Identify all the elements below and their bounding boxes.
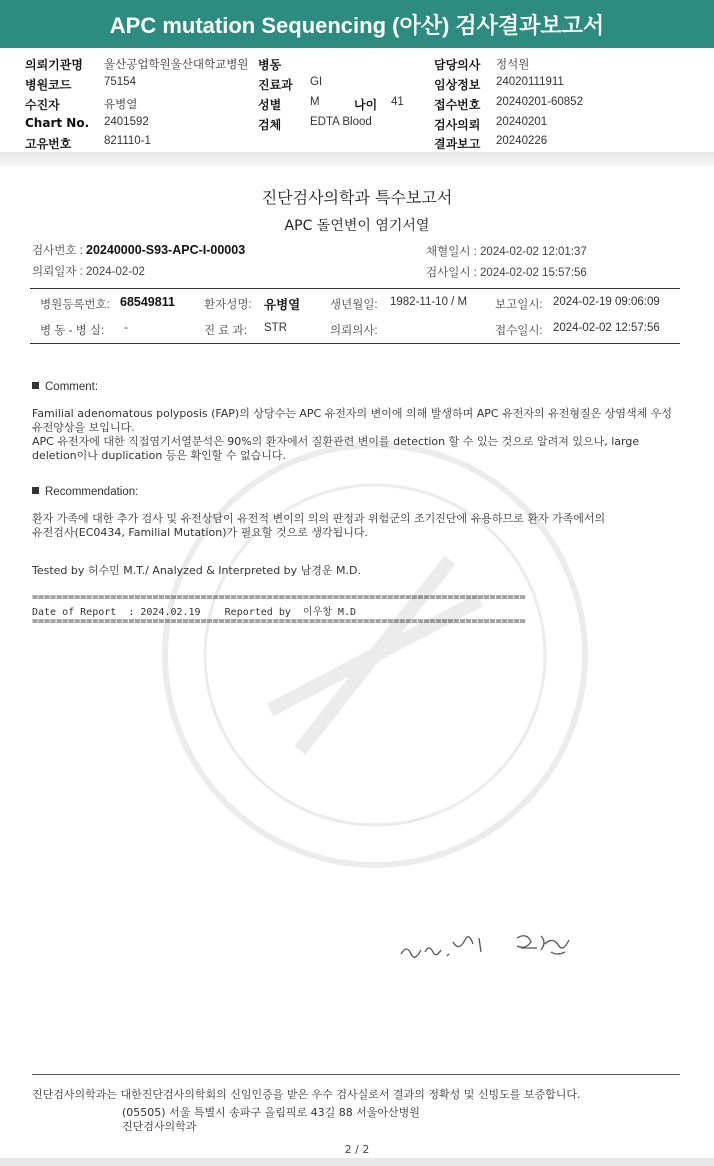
dob-value: 1982-11-10 / M	[390, 296, 468, 308]
comment-line: 유전양상을 보입니다.	[32, 421, 135, 434]
test-time-value: 2024-02-02 15:57:56	[480, 267, 587, 279]
report-heading: 진단검사의학과 특수보고서	[261, 188, 453, 207]
chart-value: 2401592	[104, 116, 149, 128]
hospital-address: (05505) 서울 특별시 송파구 올림픽로 43길 88 서울아산병원	[122, 1106, 420, 1119]
request-value: 20240201	[496, 116, 548, 128]
collect-time	[426, 243, 587, 259]
unique-value: 821110-1	[104, 135, 151, 147]
test-time	[426, 264, 587, 280]
hospital-watermark-icon	[150, 430, 600, 880]
request-date-value: 2024-02-02	[86, 266, 145, 278]
header-divider	[0, 152, 714, 166]
institution-value: 울산공업학원울산대학교병원	[104, 59, 249, 71]
comment-line: APC 유전자에 대한 직접염기서열분석은 90%의 환자에서 질환관련 변이를 detection 할 수 있는 것으로 알려져 있으나, large	[32, 435, 640, 448]
dept-value: GI	[310, 76, 323, 88]
bullet-square-icon	[32, 487, 39, 494]
specimen-value: EDTA Blood	[310, 116, 372, 128]
report-time-label: 보고일시:	[495, 299, 543, 311]
dob-label: 생년월일:	[330, 299, 378, 311]
report-title: APC mutation Sequencing (아산) 검사결과보고서	[109, 12, 605, 38]
ward-room-value: -	[124, 322, 128, 334]
comment-heading-text: Comment:	[45, 381, 99, 393]
ward-room-label: 병 동 - 병 실:	[40, 325, 105, 337]
request-date	[32, 263, 145, 279]
institution-label: 의뢰기관명	[25, 58, 83, 72]
recommendation-body	[32, 512, 672, 540]
date-of-report: Date of Report : 2024.02.19 Reported by 이우창 M.D	[32, 607, 356, 618]
request-date-label: 의뢰일자 :	[32, 266, 83, 278]
patient-dept-value: STR	[264, 322, 287, 334]
sex-label: 성별	[258, 98, 282, 112]
bottom-strip	[0, 1158, 714, 1166]
certification-text: 진단검사의학과는 대한진단검사의학회의 신임인증을 받은 우수 검사실로서 결과의 정확성 및 신빙도를 보증합니다.	[32, 1088, 581, 1101]
handwritten-signature-icon	[395, 928, 595, 964]
recommendation-heading-text: Recommendation:	[45, 486, 139, 498]
chart-label: Chart No.	[25, 116, 90, 130]
clinical-label: 임상정보	[434, 78, 481, 92]
department-name: 진단검사의학과	[122, 1120, 197, 1133]
comment-body	[32, 407, 672, 463]
page-number: 2 / 2	[344, 1143, 370, 1156]
report-time-value: 2024-02-19 09:06:09	[553, 296, 660, 308]
specimen-label: 검체	[258, 118, 282, 132]
patient-info-table	[30, 288, 680, 344]
recommendation-heading	[32, 486, 138, 498]
doctor-label: 담당의사	[434, 58, 481, 72]
reg-no-value: 68549811	[120, 295, 175, 309]
reg-no-label: 병원등록번호:	[40, 299, 110, 311]
unique-label: 고유번호	[25, 137, 72, 151]
request-label: 검사의뢰	[434, 118, 481, 132]
examinee-label: 수진자	[25, 98, 60, 112]
age-value: 41	[391, 96, 404, 108]
tested-by: Tested by 허수민 M.T./ Analyzed & Interpreted by 남경운 M.D.	[32, 564, 361, 577]
comment-heading	[32, 381, 98, 393]
receipt-label: 접수번호	[434, 98, 481, 112]
dept-label: 진료과	[258, 78, 293, 92]
collect-time-value: 2024-02-02 12:01:37	[480, 246, 587, 258]
sex-value: M	[310, 96, 320, 108]
rule-bottom: ==================================================================================	[32, 616, 526, 627]
test-time-label: 검사일시 :	[426, 267, 477, 279]
patient-name-value: 유병열	[264, 298, 301, 312]
recommendation-line: 환자 가족에 대한 추가 검사 및 유전상담이 유전적 변이의 의의 판정과 위험군의 조기진단에 유용하므로 환자 가족에서의	[32, 512, 606, 525]
examinee-value: 유병열	[104, 99, 138, 111]
test-number-label: 검사번호 :	[32, 245, 83, 257]
report-title-bar	[0, 0, 714, 48]
hospital-code-value: 75154	[104, 76, 136, 88]
patient-name-label: 환자성명:	[204, 299, 252, 311]
hospital-code-label: 병원코드	[25, 78, 72, 92]
receipt-time-label: 접수일시:	[495, 325, 543, 337]
result-value: 20240226	[496, 135, 548, 147]
bullet-square-icon	[32, 382, 39, 389]
report-subheading: APC 돌연변이 염기서열	[284, 218, 430, 234]
doctor-value: 정석원	[496, 59, 530, 71]
clinical-value: 24020111911	[496, 76, 564, 88]
test-number-value: 20240000-S93-APC-I-00003	[86, 243, 246, 257]
age-label: 나이	[354, 98, 378, 112]
test-number	[32, 242, 245, 258]
comment-line: Familial adenomatous polyposis (FAP)의 상당수는 APC 유전자의 변이에 의해 발생하며 APC 유전자의 유전형질은 상염색체 우성	[32, 407, 672, 420]
result-label: 결과보고	[434, 137, 481, 151]
referring-doctor-label: 의뢰의사:	[330, 325, 378, 337]
receipt-value: 20240201-60852	[496, 96, 583, 108]
footer-divider	[32, 1074, 680, 1075]
collect-time-label: 채혈일시 :	[426, 246, 477, 258]
patient-dept-label: 진 료 과:	[204, 325, 247, 337]
recommendation-line: 유전검사(EC0434, Familial Mutation)가 필요할 것으로 생각됩니다.	[32, 526, 369, 539]
ward-label: 병동	[258, 58, 282, 72]
receipt-time-value: 2024-02-02 12:57:56	[553, 322, 660, 334]
header-info	[0, 55, 714, 150]
rule-top: ==================================================================================	[32, 592, 526, 603]
comment-line: deletion이나 duplication 등은 확인할 수 없습니다.	[32, 449, 287, 462]
